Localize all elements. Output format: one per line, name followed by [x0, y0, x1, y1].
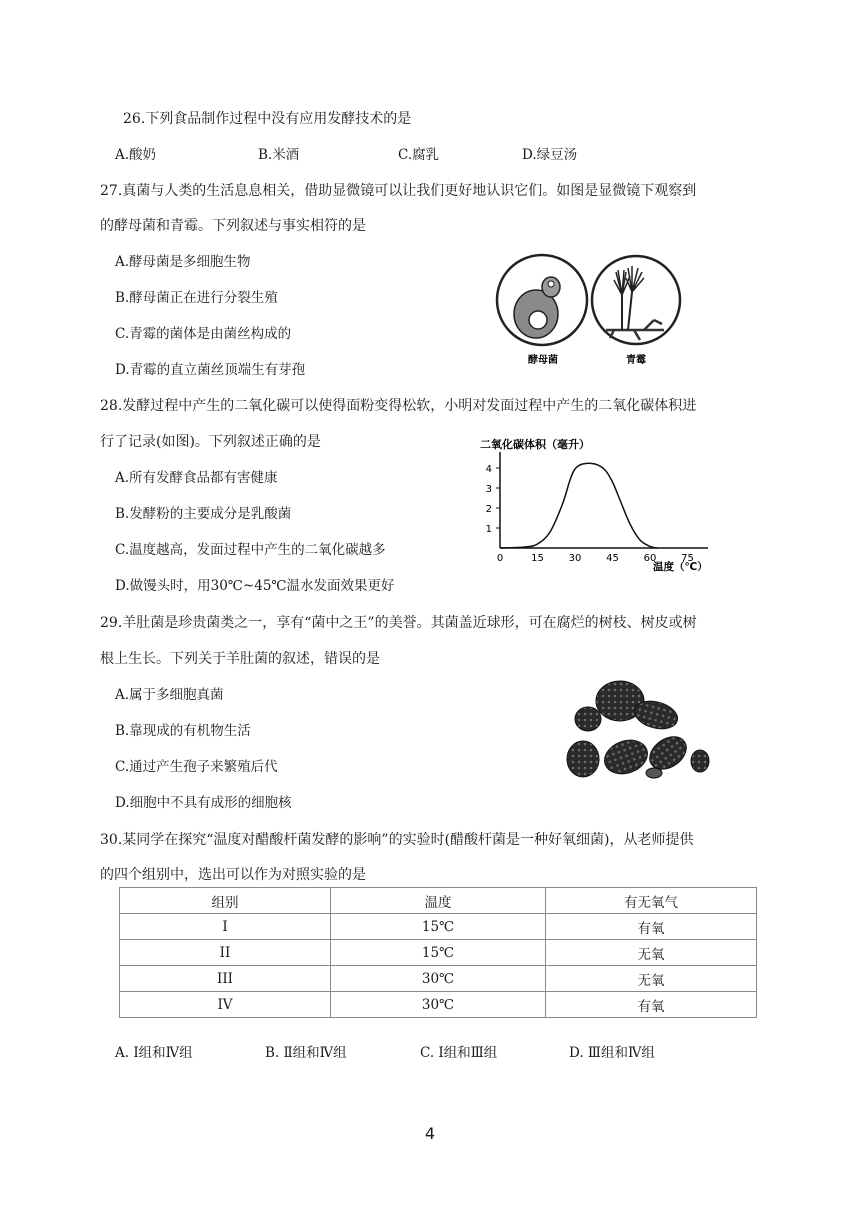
q29-stem-line2: 根上生长。下列关于羊肚菌的叙述，错误的是	[100, 651, 380, 667]
yeast-label: 酵母菌	[528, 355, 558, 366]
table-cell: 有氧	[546, 992, 757, 1018]
q27-option-b: B.酵母菌正在进行分裂生殖	[115, 290, 278, 306]
co2-curve	[500, 463, 658, 548]
page-number: 4	[424, 1124, 436, 1143]
table-row	[120, 940, 757, 966]
q26-option-c: C.腐乳	[398, 147, 440, 163]
x-tick-label: 60	[643, 553, 657, 564]
q28-option-b: B.发酵粉的主要成分是乳酸菌	[115, 506, 292, 522]
y-tick-label: 1	[485, 524, 492, 535]
microscope-figure	[494, 250, 684, 372]
table-header: 组别	[120, 888, 331, 914]
q27-option-d: D.青霉的直立菌丝顶端生有芽孢	[115, 362, 306, 378]
table-cell: 15℃	[331, 914, 546, 940]
y-tick-label: 3	[485, 484, 492, 495]
table-cell: 有氧	[546, 914, 757, 940]
q30-option-b: B. Ⅱ组和Ⅳ组	[265, 1045, 347, 1061]
table-cell: II	[120, 940, 331, 966]
table-cell: 无氧	[546, 966, 757, 992]
table-row	[120, 992, 757, 1018]
q30-stem-line1: 30.某同学在探究“温度对醋酸杆菌发酵的影响”的实验时(醋酸杆菌是一种好氧细菌)，从老师提供	[100, 832, 694, 848]
q28-option-d: D.做馒头时，用30℃~45℃温水发面效果更好	[115, 578, 395, 594]
chart-xlabel: 温度（℃）	[653, 561, 708, 573]
x-tick-label: 45	[606, 553, 619, 564]
q29-option-c: C.通过产生孢子来繁殖后代	[115, 759, 278, 775]
x-tick-label: 15	[531, 553, 544, 564]
experiment-table	[119, 887, 757, 1018]
table-cell: 30℃	[331, 966, 546, 992]
y-tick-label: 4	[485, 464, 492, 475]
table-row	[120, 914, 757, 940]
table-cell: 无氧	[546, 940, 757, 966]
q28-stem-line2: 行了记录(如图)。下列叙述正确的是	[100, 434, 321, 450]
q27-option-c: C.青霉的菌体是由菌丝构成的	[115, 326, 292, 342]
q27-stem-line2: 的酵母菌和青霉。下列叙述与事实相符的是	[100, 218, 366, 234]
table-cell: 30℃	[331, 992, 546, 1018]
q29-option-a: A.属于多细胞真菌	[115, 687, 224, 703]
penicillium-view	[592, 256, 680, 366]
q28-option-a: A.所有发酵食品都有害健康	[115, 470, 278, 486]
q27-option-a: A.酵母菌是多细胞生物	[115, 254, 251, 270]
co2-volume-chart	[478, 434, 728, 580]
penicillium-label: 青霉	[626, 355, 646, 366]
yeast-view	[497, 255, 587, 366]
q26-option-a: A.酸奶	[115, 147, 157, 163]
x-tick-label: 0	[496, 553, 504, 564]
q29-option-b: B.靠现成的有机物生活	[115, 723, 251, 739]
table-header: 温度	[331, 888, 546, 914]
table-row	[120, 966, 757, 992]
q28-stem-line1: 28.发酵过程中产生的二氧化碳可以使得面粉变得松软，小明对发面过程中产生的二氧化碳体积进	[100, 398, 697, 414]
chart-ylabel: 二氧化碳体积（毫升）	[480, 438, 590, 451]
q30-option-d: D. Ⅲ组和Ⅳ组	[569, 1045, 655, 1061]
y-tick-label: 2	[485, 504, 492, 515]
table-cell: 15℃	[331, 940, 546, 966]
table-header-row	[120, 888, 757, 914]
q30-option-c: C. Ⅰ组和Ⅲ组	[420, 1045, 498, 1061]
table-header: 有无氧气	[546, 888, 757, 914]
table-cell: IV	[120, 992, 331, 1018]
q30-option-a: A. Ⅰ组和Ⅳ组	[115, 1045, 193, 1061]
x-tick-label: 30	[568, 553, 582, 564]
q29-option-d: D.细胞中不具有成形的细胞核	[115, 795, 292, 811]
q29-stem-line1: 29.羊肚菌是珍贵菌类之一，享有“菌中之王”的美誉。其菌盖近球形，可在腐烂的树枝、树皮或树	[100, 615, 697, 631]
q26-option-b: B.米酒	[258, 147, 300, 163]
morel-mushrooms-image	[558, 675, 718, 785]
table-cell: III	[120, 966, 331, 992]
x-tick-label: 75	[681, 553, 694, 564]
table-cell: I	[120, 914, 331, 940]
q26-option-d: D.绿豆汤	[522, 147, 578, 163]
q26-stem: 26.下列食品制作过程中没有应用发酵技术的是	[123, 111, 412, 127]
q27-stem-line1: 27.真菌与人类的生活息息相关，借助显微镜可以让我们更好地认识它们。如图是显微镜下观察到	[100, 183, 697, 199]
q28-option-c: C.温度越高，发面过程中产生的二氧化碳越多	[115, 542, 386, 558]
q30-stem-line2: 的四个组别中，选出可以作为对照实验的是	[100, 867, 366, 883]
